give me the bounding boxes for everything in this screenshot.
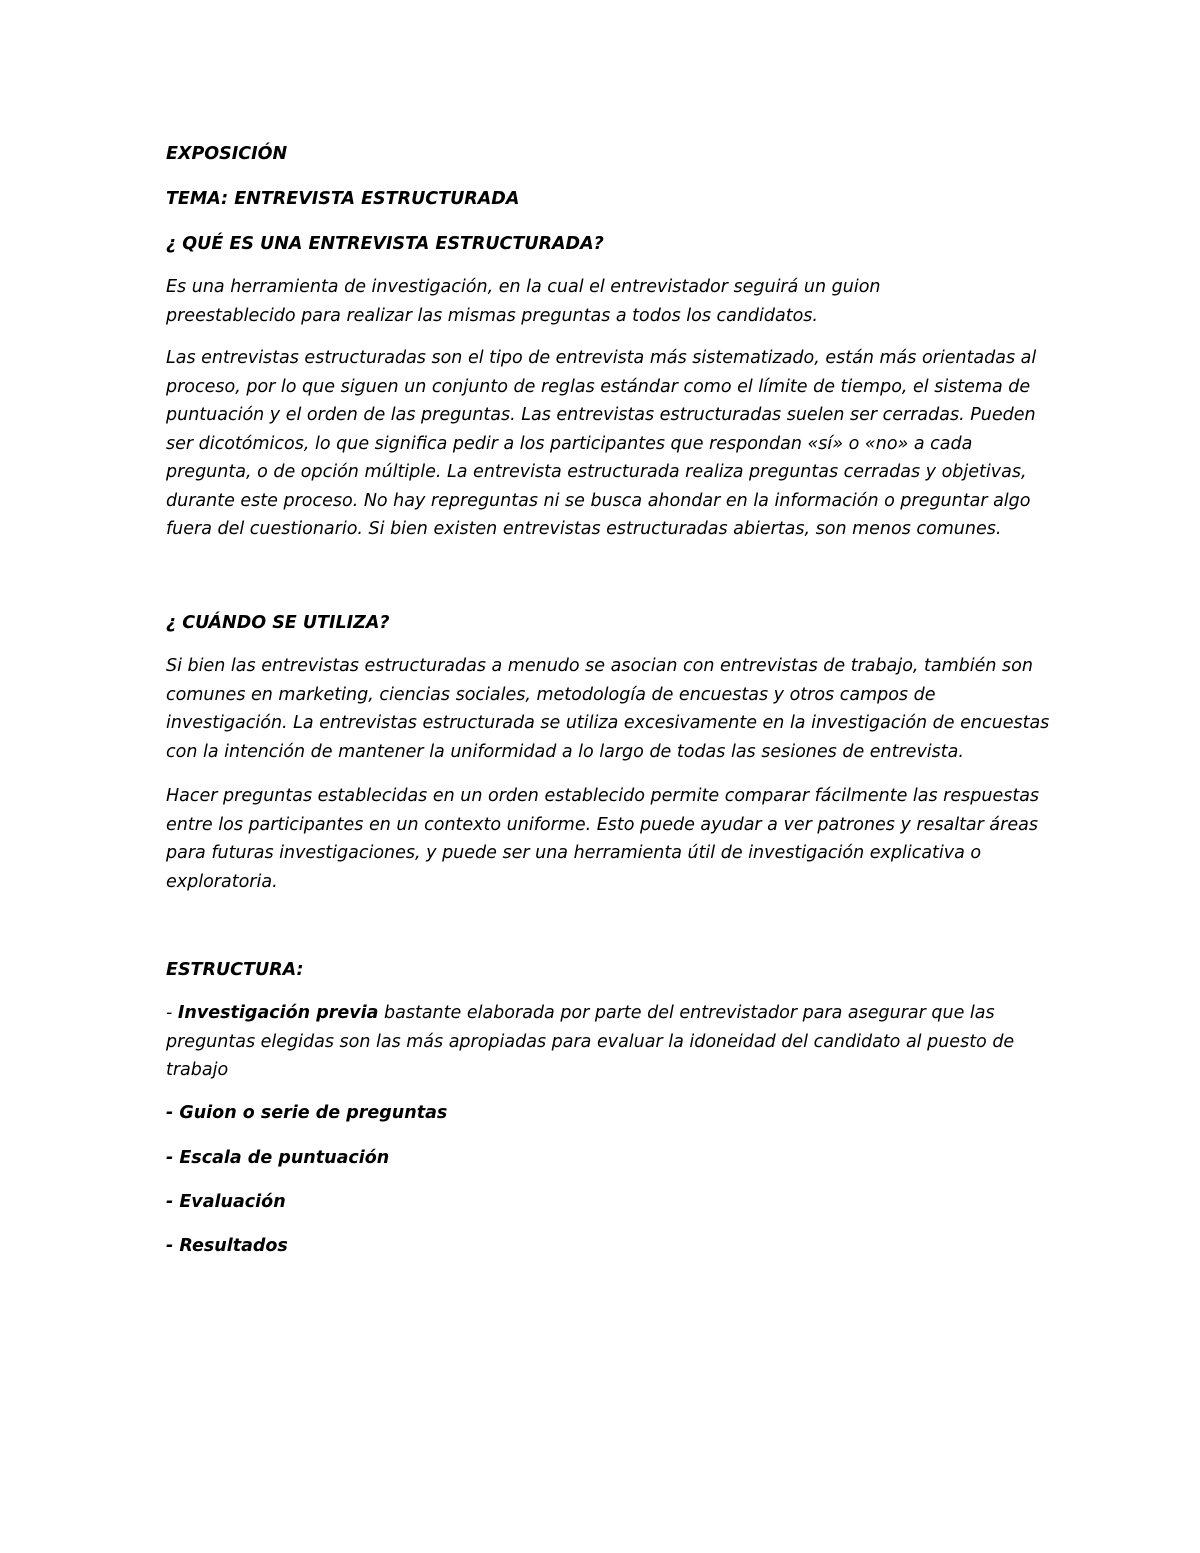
paragraph-line: proceso, por lo que siguen un conjunto de reglas estándar como el límite de tiempo, el sistema de bbox=[166, 376, 1031, 397]
heading-cuando: ¿ CUÁNDO SE UTILIZA? bbox=[166, 613, 390, 633]
paragraph-benefits bbox=[166, 782, 1046, 896]
paragraph-line: Es una herramienta de investigación, en la cual el entrevistador seguirá un guion bbox=[166, 277, 881, 297]
heading-que-es: ¿ QUÉ ES UNA ENTREVISTA ESTRUCTURADA? bbox=[166, 234, 604, 254]
paragraph-line: investigación. La entrevistas estructurada se utiliza excesivamente en la investigación de encuestas bbox=[166, 713, 1050, 733]
paragraph-line: preestablecido para realizar las mismas preguntas a todos los candidatos. bbox=[166, 305, 818, 326]
structure-item-guion: - Guion o serie de preguntas bbox=[166, 1103, 448, 1123]
item-bold-label: Investigación previa bbox=[177, 1003, 379, 1023]
paragraph-definition bbox=[166, 273, 1046, 330]
paragraph-usage bbox=[166, 652, 1050, 766]
item-dash: - bbox=[166, 1003, 178, 1023]
paragraph-line: para futuras investigaciones, y puede ser una herramienta útil de investigación explicativa o bbox=[166, 843, 982, 863]
paragraph-line: fuera del cuestionario. Si bien existen entrevistas estructuradas abiertas, son menos comunes. bbox=[166, 519, 1002, 539]
paragraph-line: preguntas elegidas son las más apropiadas para evaluar la idoneidad del candidato al puesto de bbox=[166, 1031, 1015, 1052]
paragraph-line: Hacer preguntas establecidas en un orden establecido permite comparar fácilmente las respuestas bbox=[166, 786, 1040, 806]
structure-item-research bbox=[166, 999, 1046, 1085]
paragraph-line: puntuación y el orden de las preguntas. Las entrevistas estructuradas suelen ser cerradas. Pueden bbox=[166, 405, 1036, 425]
paragraph-line: Las entrevistas estructuradas son el tipo de entrevista más sistematizado, están más orientadas al bbox=[166, 348, 1037, 368]
paragraph-line: Si bien las entrevistas estructuradas a menudo se asocian con entrevistas de trabajo, también son bbox=[166, 656, 1033, 676]
item-rest-text: bastante elaborada por parte del entrevistador para asegurar que las bbox=[378, 1003, 995, 1023]
structure-item-first-line bbox=[166, 999, 1046, 1028]
structure-item-resultados: - Resultados bbox=[166, 1236, 288, 1256]
paragraph-line: ser dicotómicos, lo que significa pedir a los participantes que respondan «sí» o «no» a cada bbox=[166, 433, 973, 454]
paragraph-line: comunes en marketing, ciencias sociales, metodología de encuestas y otros campos de bbox=[166, 684, 936, 705]
structure-item-evaluacion: - Evaluación bbox=[166, 1192, 286, 1212]
paragraph-line: exploratoria. bbox=[166, 871, 278, 892]
paragraph-description bbox=[166, 344, 1046, 544]
paragraph-line: pregunta, o de opción múltiple. La entrevista estructurada realiza preguntas cerradas y objetivas, bbox=[166, 462, 1027, 482]
heading-tema: TEMA: ENTREVISTA ESTRUCTURADA bbox=[166, 189, 520, 209]
paragraph-line: entre los participantes en un contexto uniforme. Esto puede ayudar a ver patrones y resaltar áreas bbox=[166, 814, 1038, 835]
structure-item-escala: - Escala de puntuación bbox=[166, 1148, 390, 1168]
heading-estructura: ESTRUCTURA: bbox=[166, 960, 304, 980]
heading-exposicion: EXPOSICIÓN bbox=[166, 144, 288, 164]
paragraph-line: durante este proceso. No hay repreguntas ni se busca ahondar en la información o preguntar algo bbox=[166, 490, 1031, 511]
paragraph-line: con la intención de mantener la uniformidad a lo largo de todas las sesiones de entrevista. bbox=[166, 741, 964, 762]
paragraph-line: trabajo bbox=[166, 1060, 229, 1080]
